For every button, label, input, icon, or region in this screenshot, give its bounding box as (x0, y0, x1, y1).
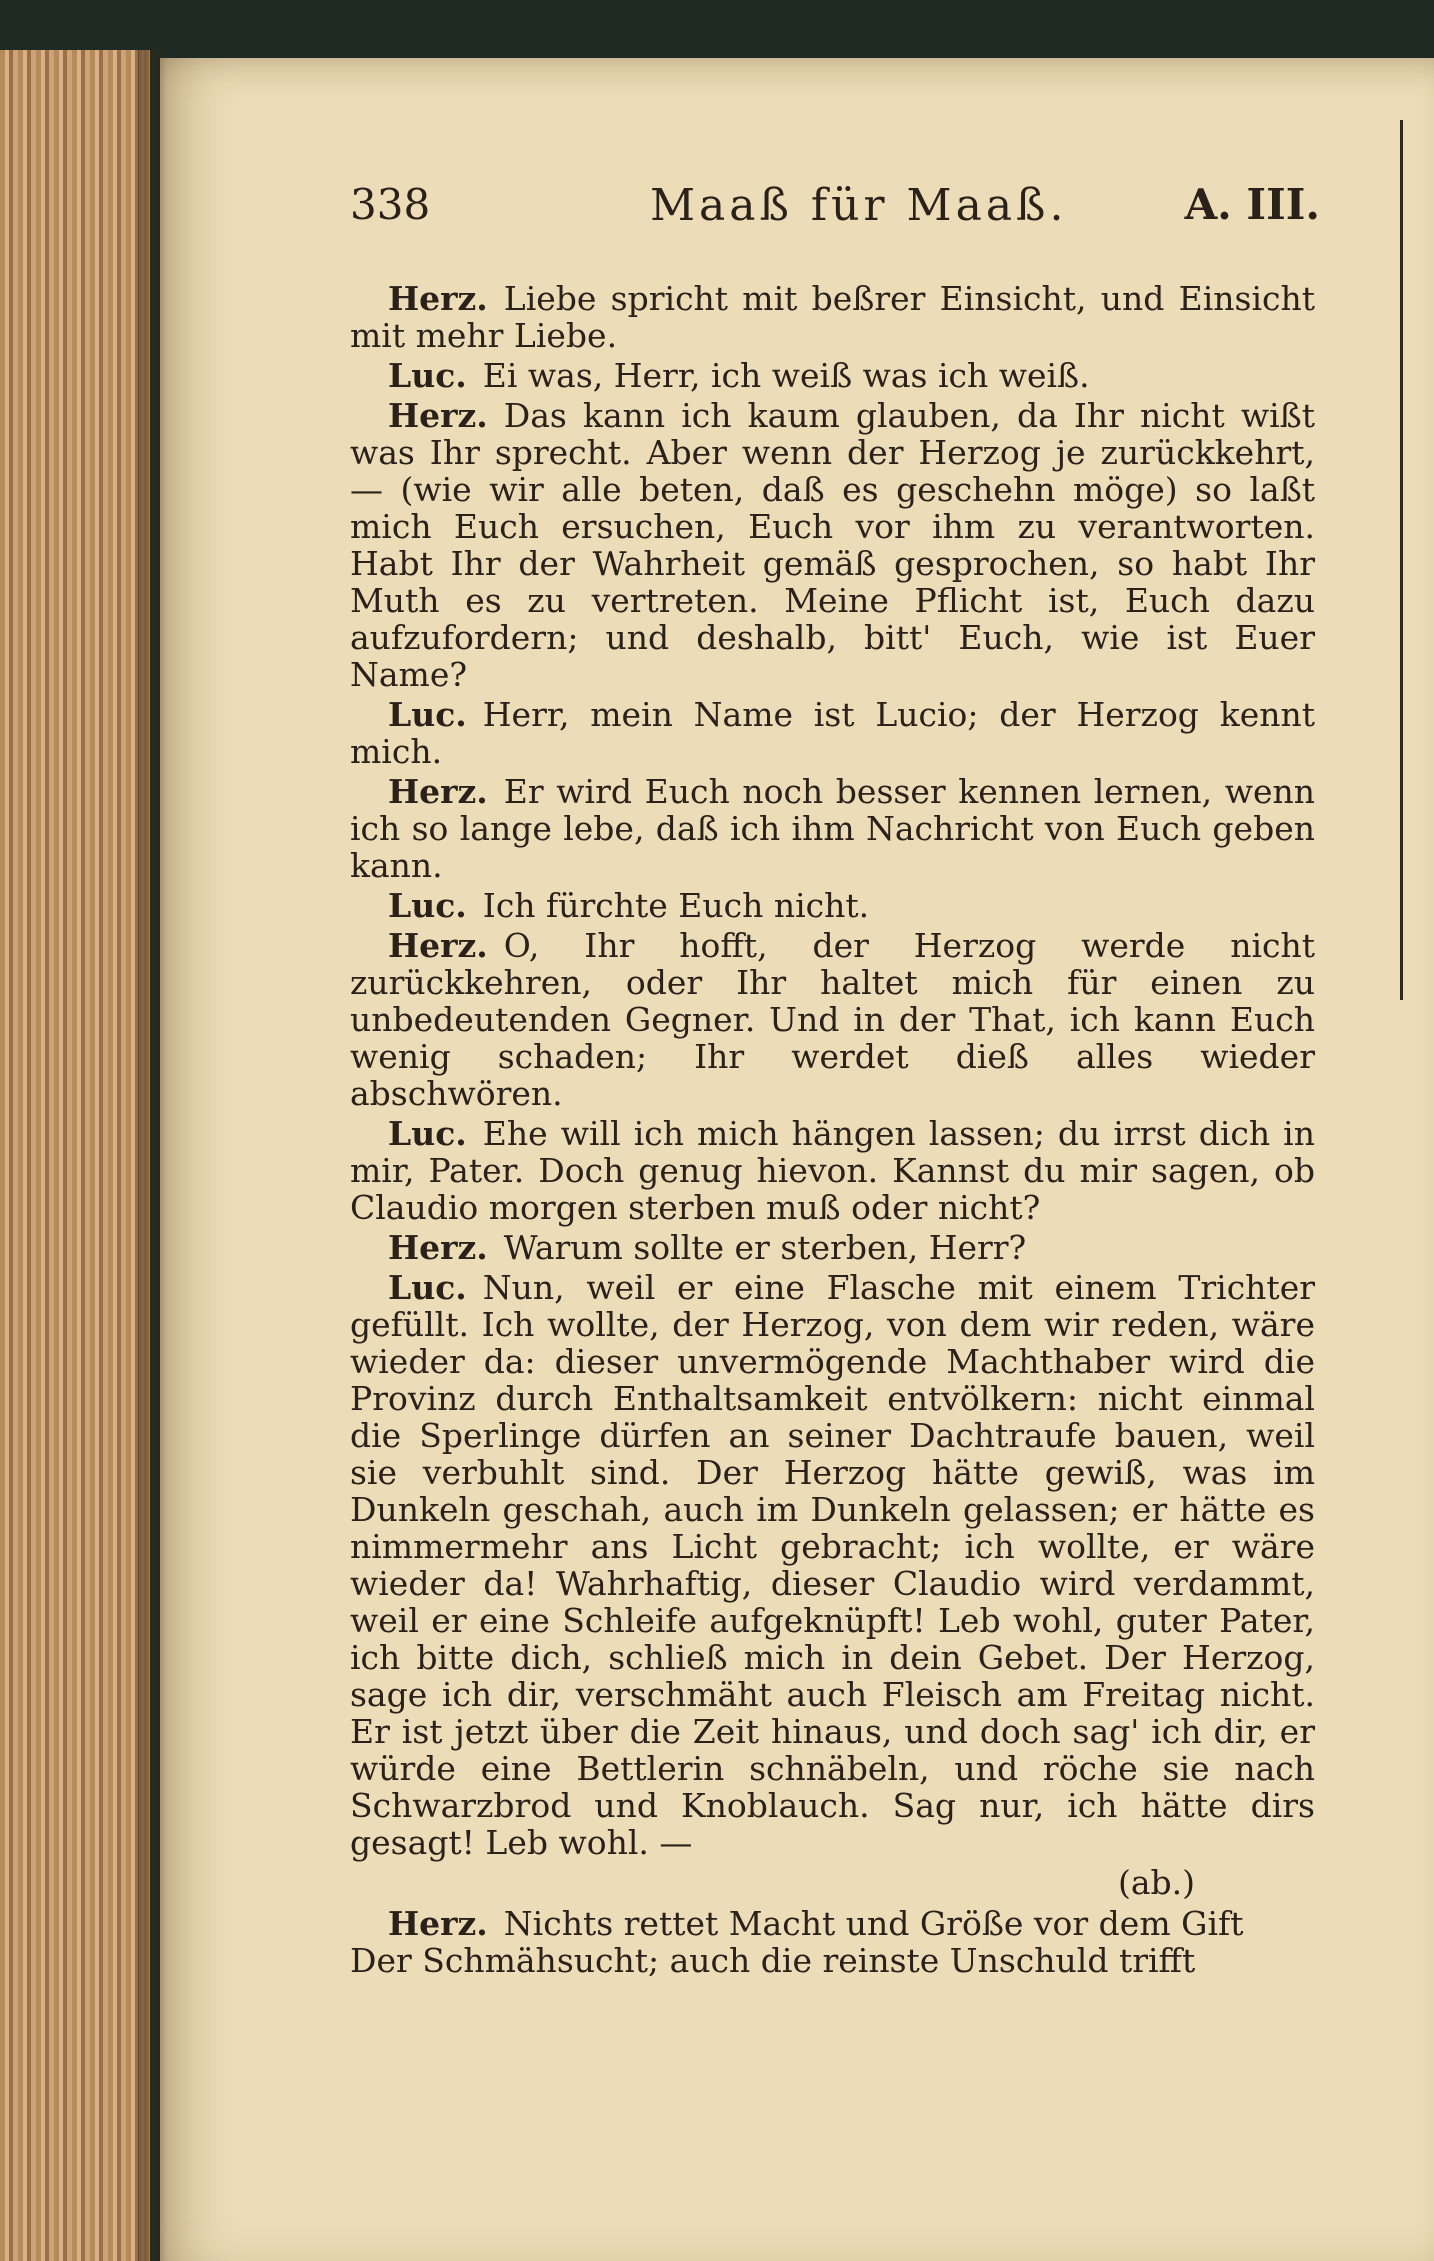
running-title: Maaß für Maaß. (650, 180, 1068, 231)
speech-text: O, Ihr hofft, der Herzog werde nicht zurückkehren, oder Ihr haltet mich für einen zu unbedeutenden Gegner. Und in der That, ich kann Euch wenig schaden; Ihr werdet dieß alles wieder abschwören. (350, 926, 1315, 1113)
book-page-edges (0, 50, 150, 2261)
page-number: 338 (350, 180, 431, 229)
speaker-label: Herz. (388, 1228, 488, 1267)
dialogue-paragraph (350, 1229, 1315, 1266)
speech-text: Nun, weil er eine Flasche mit einem Trichter gefüllt. Ich wollte, der Herzog, von dem wir reden, wäre wieder da: dieser unvermögende Machthaber wird die Provinz durch Enthaltsamkeit entvölkern: nicht einmal die Sperlinge dürfen an seiner Dachtraufe bauen, weil sie verbuhlt sind. Der Herzog hätte gewiß, was im Dunkeln geschah, auch im Dunkeln gelassen; er hätte es nimmermehr ans Licht gebracht; ich wollte, er wäre wieder da! Wahrhaftig, dieser Claudio wird verdammt, weil er eine Schleife aufgeknüpft! Leb wohl, guter Pater, ich bitte dich, schließ mich in dein Gebet. Der Herzog, sage ich dir, verschmäht auch Fleisch am Freitag nicht. Er ist jetzt über die Zeit hinaus, und doch sag' ich dir, er würde eine Bettlerin schnäbeln, und röche sie nach Schwarzbrod und Knoblauch. Sag nur, ich hätte dirs gesagt! Leb wohl. — (350, 1268, 1315, 1862)
speech-text: Ich fürchte Euch nicht. (482, 886, 870, 925)
dialogue-paragraph (350, 773, 1315, 884)
speaker-label: Luc. (388, 886, 467, 925)
speech-text: Liebe spricht mit beßrer Einsicht, und Einsicht mit mehr Liebe. (350, 279, 1315, 355)
act-label: A. III. (1184, 180, 1320, 229)
speech-text: Warum sollte er sterben, Herr? (503, 1228, 1027, 1267)
dialogue-text (350, 280, 1315, 1979)
speaker-label: Herz. (388, 1904, 488, 1943)
right-edge-line (1400, 120, 1403, 1000)
speech-text: Herr, mein Name ist Lucio; der Herzog kennt mich. (350, 695, 1315, 771)
verse-text: Nichts rettet Macht und Größe vor dem Gift (503, 1904, 1244, 1943)
stage-direction: (ab.) (1117, 1863, 1195, 1902)
speaker-label: Luc. (388, 695, 467, 734)
gutter-shadow (138, 50, 168, 2261)
speaker-label: Herz. (388, 926, 488, 965)
speaker-label: Luc. (388, 1268, 467, 1307)
speech-text: Das kann ich kaum glauben, da Ihr nicht wißt was Ihr sprecht. Aber wenn der Herzog je zurückkehrt, — (wie wir alle beten, daß es geschehn möge) so laßt mich Euch ersuchen, Euch vor ihm zu verantworten. Habt Ihr der Wahrheit gemäß gesprochen, so habt Ihr Muth es zu vertreten. Meine Pflicht ist, Euch dazu aufzufordern; und deshalb, bitt' Euch, wie ist Euer Name? (350, 396, 1315, 694)
verse-line (350, 1905, 1315, 1942)
dialogue-paragraph (350, 1115, 1315, 1226)
speech-text: Ehe will ich mich hängen lassen; du irrst dich in mir, Pater. Doch genug hievon. Kannst du mir sagen, ob Claudio morgen sterben muß oder nicht? (350, 1114, 1315, 1227)
speaker-label: Luc. (388, 1114, 467, 1153)
verse-line: Der Schmähsucht; auch die reinste Unschuld trifft (350, 1941, 1196, 1980)
speech-text: Ei was, Herr, ich weiß was ich weiß. (482, 356, 1090, 395)
dialogue-paragraph (350, 280, 1315, 354)
running-head (350, 180, 1320, 250)
dialogue-paragraph (350, 357, 1315, 394)
speaker-label: Herz. (388, 279, 488, 318)
speaker-label: Herz. (388, 772, 488, 811)
speech-text: Er wird Euch noch besser kennen lernen, wenn ich so lange lebe, daß ich ihm Nachricht von Euch geben kann. (350, 772, 1315, 885)
dialogue-paragraph (350, 887, 1315, 924)
dialogue-paragraph (350, 1269, 1315, 1861)
speaker-label: Luc. (388, 356, 467, 395)
dialogue-paragraph (350, 927, 1315, 1112)
dialogue-paragraph (350, 397, 1315, 693)
speaker-label: Herz. (388, 396, 488, 435)
dialogue-paragraph (350, 696, 1315, 770)
